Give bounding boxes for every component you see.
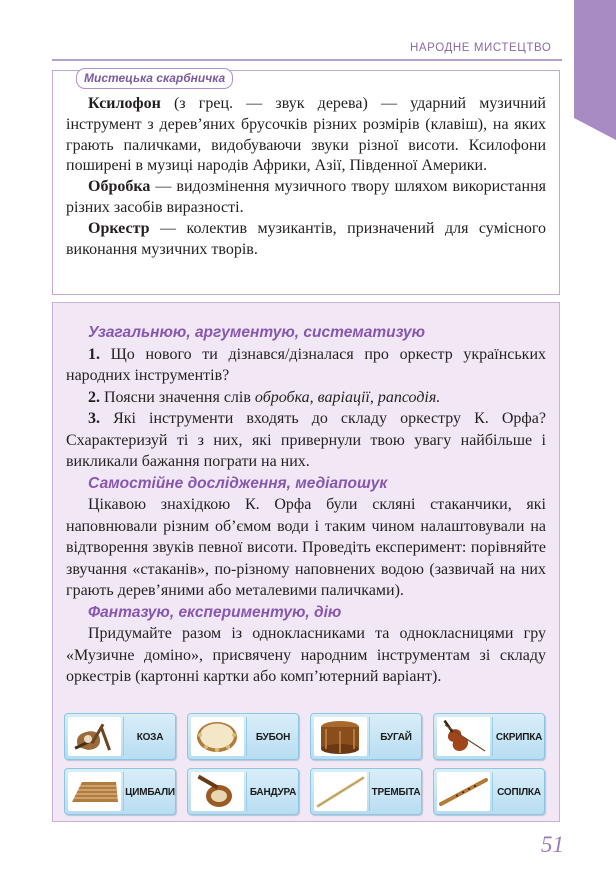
definition-text: — видозмінення музичного твору шляхом використання різних засобів виразності. [66,178,546,216]
term-xylophone: Ксилофон [88,95,161,112]
definition-xylophone [66,94,546,177]
treasury-label: Мистецька скарбничка [76,68,233,89]
fantasy-text: Придумайте разом із однокласниками та однокласницями гру «Музичне доміно», присвячену народним інструментам зі складу оркестрів (картонні картки або комп’ютерний варіант). [66,625,546,685]
term-arrangement: Обробка [88,178,151,196]
section-title-fantasy: Фантазую, експериментую, дію [88,603,342,621]
term-orchestra: Оркестр [88,219,150,237]
corner-tab-decoration [574,0,616,140]
card-label: БУГАЙ [380,732,412,743]
question-number: 2. [88,388,100,406]
section-title-generalize: Узагальнюю, аргументую, систематизую [88,324,425,341]
domino-card-buhai[interactable] [310,713,422,760]
question-terms: обробка, варіації, рапсодія. [254,388,441,406]
friction-drum-icon [314,717,367,756]
question-number: 3. [88,410,100,427]
definition-arrangement [66,177,546,219]
domino-card-sopilka[interactable] [433,768,545,815]
bandura-icon [191,772,244,811]
definition-orchestra [66,219,546,261]
header-rule [52,59,562,61]
domino-card-bubon[interactable] [187,713,299,760]
bagpipe-icon [68,717,121,756]
question-text: Поясни значення слів [100,388,255,406]
card-label: КОЗА [136,732,164,743]
running-title: НАРОДНЕ МИСТЕЦТВО [410,42,552,54]
domino-card-skrypka[interactable] [433,713,545,760]
dulcimer-icon [68,772,121,811]
violin-icon [437,717,490,756]
card-label: ТРЕМБІТА [371,787,421,798]
question-3 [66,408,546,473]
question-text: Які інструменти входять до складу оркестру К. Орфа? Схарактеризуй ті з них, які привернули твою увагу найбільше і викликали бажання пограти на них. [66,410,546,470]
definition-text: (з грец. — звук дерева) — ударний музичний інструмент з дерев’яних брусочків різних розмірів (клавіш), на яких грають паличками, видобуваючи звуки різної висоти. Ксилофони поширені в музиці народів Африки, Азії, Південної Америки. [66,95,546,175]
card-label: СОПІЛКА [497,787,541,798]
definition-text: — колектив музикантів, призначений для сумісного виконання музичних творів. [66,219,546,258]
domino-card-trembita[interactable] [310,768,422,815]
domino-card-koza[interactable] [64,713,176,760]
question-number: 1. [88,345,100,363]
card-label: ЦИМБАЛИ [125,787,175,798]
section-title-research: Самостійне дослідження, медіапошук [88,474,388,492]
research-text: Цікавою знахідкою К. Орфа були скляні стаканчики, які наповнювали різним об’ємом води і таким чином налаштовували на відтворення звуків певної висоти. Проведіть експеримент: порівняйте звучання «стаканів», по-різному наповнених водою (зазвичай на них грають дерев’яними або металевими паличками). [66,496,546,599]
question-2 [66,387,546,409]
treasury-text [66,94,546,260]
card-label: БУБОН [255,732,291,743]
tasks-text [66,322,546,688]
tambourine-icon [191,717,244,756]
domino-card-bandura[interactable] [187,768,299,815]
page-number: 51 [541,832,564,857]
question-1 [66,344,546,387]
card-label: СКРИПКА [495,732,543,743]
question-text: Що нового ти дізнався/дізналася про оркестр українських народних інструментів? [66,345,546,384]
card-label: БАНДУРА [249,787,297,798]
domino-card-tsymbaly[interactable] [64,768,176,815]
trembita-icon [314,772,367,811]
flute-icon [437,772,490,811]
